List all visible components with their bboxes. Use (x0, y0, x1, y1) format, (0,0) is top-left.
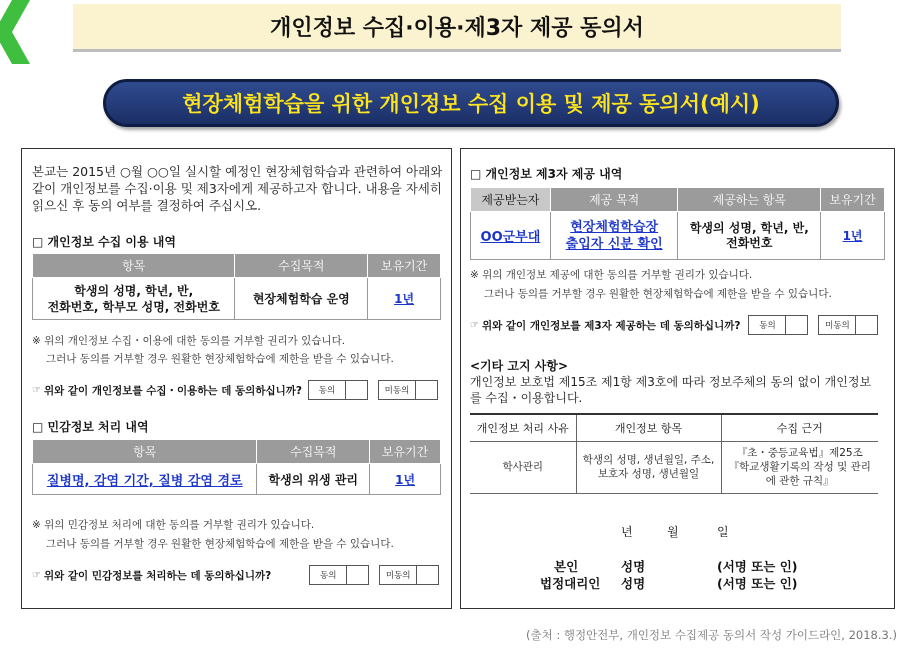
table-cell: 학생의 성명, 생년월일, 주소, 보호자 성명, 생년월일 (576, 441, 721, 493)
agree-label: 동의 (309, 565, 347, 585)
table-header: 수집목적 (257, 440, 370, 464)
table-cell: 학생의 위생 관리 (257, 464, 370, 495)
collection-note: 그러나 동의를 거부할 경우 원활한 현장체험학습에 제한을 받을 수 있습니다. (46, 353, 394, 365)
table-header-row (33, 254, 441, 278)
table-header: 항목 (33, 440, 257, 464)
collection-note: ※ 위의 개인정보 수집・이용에 대한 동의를 거부할 권리가 있습니다. (32, 335, 346, 347)
consent-question: 위와 같이 개인정보를 수집・이용하는 데 동의하십니까? (43, 384, 302, 397)
table-row (33, 278, 441, 320)
table-header: 제공받는자 (471, 188, 551, 212)
collection-table (32, 253, 441, 320)
table-header: 보유기간 (370, 440, 441, 464)
table-cell: 『초・중등교육법』제25조 『학교생활기록의 작성 및 관리 에 관한 규칙』 (721, 441, 878, 493)
sensitive-table (32, 439, 441, 495)
disagree-checkbox[interactable] (856, 315, 878, 335)
table-header: 수집목적 (235, 254, 368, 278)
agree-checkbox[interactable] (346, 380, 368, 400)
disagree-checkbox[interactable] (417, 565, 439, 585)
right-panel (460, 148, 895, 609)
table-cell (368, 278, 441, 320)
collection-consent (32, 380, 438, 400)
table-cell (471, 212, 551, 260)
table-cell (821, 212, 885, 260)
table-header: 제공하는 항목 (678, 188, 821, 212)
table-cell: 학생의 성명, 학년, 반, 전화번호 (678, 212, 821, 260)
left-panel (21, 148, 452, 609)
sensitive-note: ※ 위의 민감정보 처리에 대한 동의를 거부할 권리가 있습니다. (32, 519, 315, 531)
retention-value: 1년 (394, 292, 415, 306)
purpose-value: 현장체험학습장 출입자 신분 확인 (565, 219, 663, 252)
other-notice-text: 개인정보 보호법 제15조 제1항 제3호에 따라 정보주체의 동의 없이 개인정보를 수집・이용합니다. (470, 375, 872, 405)
consent-question: 위와 같이 개인정보를 제3자 제공하는 데 동의하십니까? (481, 319, 741, 332)
table-header-row (33, 440, 441, 464)
retention-value: 1년 (395, 472, 416, 487)
sensitive-consent (32, 565, 439, 585)
third-party-table (470, 187, 885, 260)
table-row (471, 212, 885, 260)
disagree-checkbox[interactable] (416, 380, 438, 400)
table-row (470, 441, 878, 493)
other-notice-title: <기타 고지 사항> (470, 359, 569, 373)
table-header-row (470, 414, 878, 441)
third-party-note: 그러나 동의를 거부할 경우 원활한 현장체험학습에 제한을 받을 수 있습니다. (484, 288, 832, 300)
self-label: 본인 (554, 559, 579, 574)
table-cell: 학사관리 (470, 441, 576, 493)
date-month: 월 (667, 525, 679, 539)
pointing-hand-icon: ☞ (32, 384, 41, 396)
table-header: 수집 근거 (721, 414, 878, 441)
self-signature-field[interactable]: (서명 또는 인) (717, 559, 798, 574)
pointing-hand-icon: ☞ (470, 319, 479, 331)
agree-label: 동의 (308, 380, 346, 400)
table-cell (370, 464, 441, 495)
consent-question: 위와 같이 민감정보를 처리하는 데 동의하십니까? (43, 569, 272, 582)
date-year: 년 (621, 525, 633, 539)
page-subtitle: 현장체험학습을 위한 개인정보 수집 이용 및 제공 동의서(예시) (103, 79, 839, 127)
table-header-row (471, 188, 885, 212)
source-citation: (출처 : 행정안전부, 개인정보 수집제공 동의서 작성 가이드라인, 2018.3.) (525, 628, 897, 642)
other-notice-table (470, 413, 878, 494)
recipient-value: OO군부대 (480, 230, 541, 245)
agree-checkbox[interactable] (786, 315, 808, 335)
retention-value: 1년 (842, 229, 863, 243)
third-party-consent (470, 315, 878, 335)
guardian-label: 법정대리인 (540, 576, 601, 591)
self-name-label: 성명 (621, 559, 646, 574)
table-cell: 현장체험학습 운영 (235, 278, 368, 320)
third-party-section-title: □ 개인정보 제3자 제공 내역 (470, 167, 623, 181)
sensitive-note: 그러나 동의를 거부할 경우 원활한 현장체험학습에 제한을 받을 수 있습니다. (46, 538, 394, 550)
table-header: 개인정보 항목 (576, 414, 721, 441)
table-header: 제공 목적 (550, 188, 678, 212)
date-day: 일 (717, 525, 729, 539)
table-cell (550, 212, 678, 260)
disagree-label: 미동의 (378, 380, 416, 400)
table-header: 보유기간 (368, 254, 441, 278)
intro-text: 본교는 2015년 ○월 ○○일 실시할 예정인 현장체험학습과 관련하여 아래와 같이 개인정보를 수집·이용 및 제3자에게 제공하고자 합니다. 내용을 자세히 읽으신 후 동의 여부를 결정하여 주십시오. (32, 164, 443, 213)
sensitive-section-title: □ 민감정보 처리 내역 (32, 420, 149, 434)
agree-label: 동의 (748, 315, 786, 335)
table-header: 보유기간 (821, 188, 885, 212)
third-party-note: ※ 위의 개인정보 제공에 대한 동의를 거부할 권리가 있습니다. (470, 269, 753, 281)
sensitive-items: 질병명, 감염 기간, 질병 감염 경로 (46, 473, 243, 489)
disagree-label: 미동의 (379, 565, 417, 585)
guardian-name-label: 성명 (621, 576, 646, 591)
pointing-hand-icon: ☞ (32, 569, 41, 581)
table-row (33, 464, 441, 495)
table-cell: 학생의 성명, 학년, 반, 전화번호, 학부모 성명, 전화번호 (33, 278, 235, 320)
collection-section-title: □ 개인정보 수집 이용 내역 (32, 235, 176, 249)
page-title: 개인정보 수집·이용·제3자 제공 동의서 (73, 4, 841, 52)
table-header: 개인정보 처리 사유 (470, 414, 576, 441)
agree-checkbox[interactable] (347, 565, 369, 585)
corner-chevron-icon (0, 0, 36, 64)
disagree-label: 미동의 (818, 315, 856, 335)
table-cell (33, 464, 257, 495)
guardian-signature-field[interactable]: (서명 또는 인) (717, 576, 798, 591)
table-header: 항목 (33, 254, 235, 278)
